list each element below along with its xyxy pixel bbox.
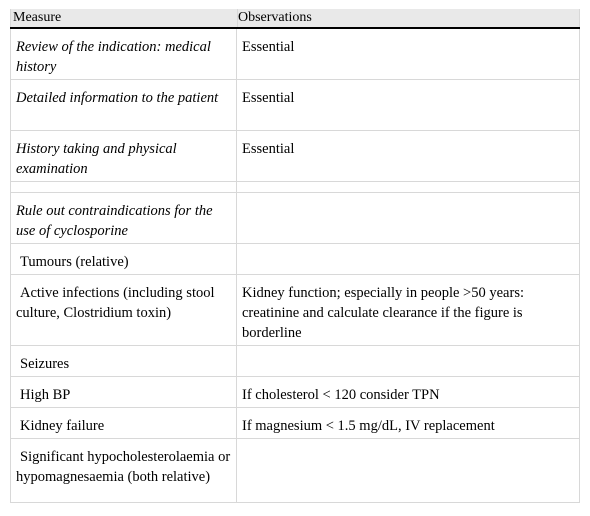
observation-cell — [237, 346, 580, 376]
measure-cell: Seizures — [10, 346, 237, 376]
table-row — [10, 408, 580, 439]
measure-cell: Detailed information to the patient — [10, 80, 237, 130]
observation-cell — [237, 439, 580, 502]
column-header-measure: Measure — [10, 9, 238, 27]
observation-cell — [237, 193, 580, 243]
column-header-observations: Observations — [238, 9, 580, 27]
measure-cell: Significant hypocholesterolaemia or hypomagnesaemia (both relative) — [10, 439, 237, 502]
table-row — [10, 29, 580, 80]
observation-cell: If magnesium < 1.5 mg/dL, IV replacement — [237, 408, 580, 438]
observation-cell: Essential — [237, 131, 580, 181]
table-row — [10, 80, 580, 131]
measures-table — [10, 9, 580, 503]
table-row-empty — [10, 182, 580, 193]
observation-cell: Kidney function; especially in people >50 years: creatinine and calculate clearance if the figure is borderline — [237, 275, 580, 345]
table-row — [10, 244, 580, 275]
measure-cell: High BP — [10, 377, 237, 407]
measure-cell: Kidney failure — [10, 408, 237, 438]
measure-cell: Rule out contraindications for the use of cyclosporine — [10, 193, 237, 243]
measure-cell: Active infections (including stool culture, Clostridium toxin) — [10, 275, 237, 345]
table-row — [10, 193, 580, 244]
table-row — [10, 377, 580, 408]
measure-cell — [10, 182, 237, 192]
observation-cell — [237, 182, 580, 192]
table-row — [10, 439, 580, 503]
observation-cell: Essential — [237, 29, 580, 79]
measure-cell: Review of the indication: medical history — [10, 29, 237, 79]
table-row — [10, 346, 580, 377]
observation-cell — [237, 244, 580, 274]
table-row — [10, 131, 580, 182]
table-row — [10, 275, 580, 346]
table-header — [10, 9, 580, 29]
measure-cell: History taking and physical examination — [10, 131, 237, 181]
observation-cell: Essential — [237, 80, 580, 130]
observation-cell: If cholesterol < 120 consider TPN — [237, 377, 580, 407]
measure-cell: Tumours (relative) — [10, 244, 237, 274]
